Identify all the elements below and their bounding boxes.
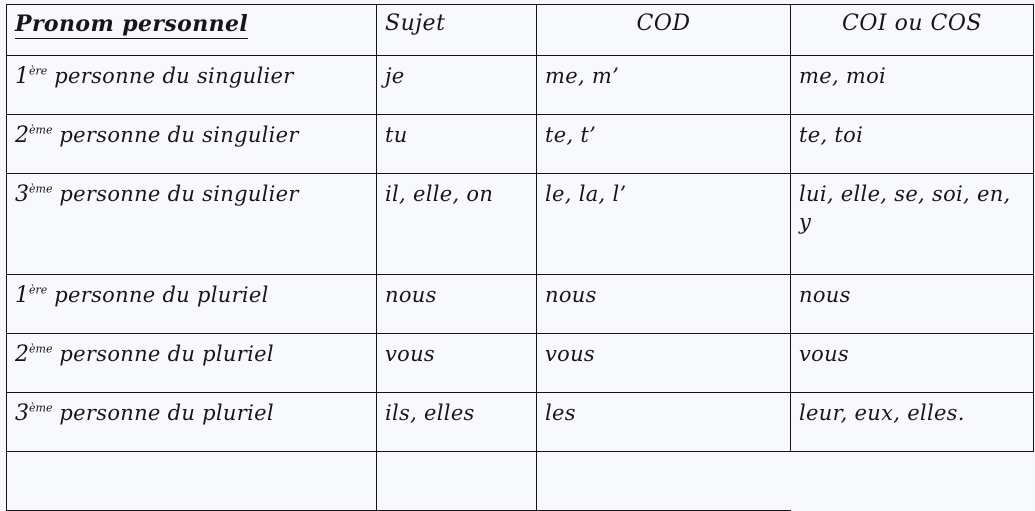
row-cod-cell [537, 452, 791, 511]
row-sujet-cell [377, 115, 537, 174]
table-row [7, 56, 1034, 115]
header-label-cod: COD [636, 11, 691, 36]
row-cod-cell [537, 174, 791, 275]
person-exponent: ère [29, 283, 48, 297]
row-coi-cell [791, 452, 1034, 511]
coi-value: lui, elle, se, soi, en, y [799, 182, 1011, 235]
person-label [15, 342, 274, 367]
row-person-cell [7, 115, 377, 174]
person-ordinal: 3 [15, 182, 29, 207]
row-cod-cell [537, 275, 791, 334]
row-coi-cell [791, 393, 1034, 452]
coi-value: vous [799, 342, 850, 366]
row-person-cell [7, 275, 377, 334]
row-sujet-cell [377, 334, 537, 393]
row-sujet-cell [377, 452, 537, 511]
sujet-value: ils, elles [385, 401, 475, 425]
person-label [15, 123, 299, 148]
person-ordinal: 2 [15, 123, 29, 148]
row-person-cell [7, 452, 377, 511]
person-text: personne du pluriel [52, 342, 274, 366]
person-exponent: ème [29, 123, 53, 137]
header-cell-cod [537, 5, 791, 56]
row-coi-cell [791, 56, 1034, 115]
sujet-value: vous [385, 342, 436, 366]
person-exponent: ère [29, 64, 48, 78]
person-label [15, 64, 294, 89]
row-sujet-cell [377, 393, 537, 452]
person-ordinal: 1 [15, 283, 29, 308]
cod-value: me, m’ [545, 64, 620, 88]
row-coi-cell [791, 275, 1034, 334]
header-cell-pronom [7, 5, 377, 56]
person-text: personne du singulier [52, 123, 299, 147]
person-exponent: ème [29, 182, 53, 196]
row-person-cell [7, 174, 377, 275]
cod-value: le, la, l’ [545, 182, 627, 206]
sujet-value: il, elle, on [385, 182, 494, 206]
document-page [0, 4, 1035, 435]
sujet-value: nous [385, 283, 437, 307]
coi-value: te, toi [799, 123, 864, 147]
cod-value: nous [545, 283, 597, 307]
person-ordinal: 2 [15, 342, 29, 367]
table-row-empty [7, 452, 1034, 511]
row-person-cell [7, 334, 377, 393]
header-label-pronom: Pronom personnel [15, 11, 249, 37]
row-cod-cell [537, 115, 791, 174]
row-coi-cell [791, 174, 1034, 275]
sujet-value: tu [385, 123, 408, 147]
table-row [7, 275, 1034, 334]
coi-value: nous [799, 283, 851, 307]
table-header-row [7, 5, 1034, 56]
row-coi-cell [791, 334, 1034, 393]
person-ordinal: 3 [15, 401, 29, 426]
table-row [7, 115, 1034, 174]
table-row [7, 174, 1034, 275]
person-exponent: ème [29, 401, 53, 415]
header-label-coi: COI ou COS [842, 11, 982, 36]
row-cod-cell [537, 334, 791, 393]
person-text: personne du singulier [47, 64, 294, 88]
row-person-cell [7, 56, 377, 115]
row-sujet-cell [377, 56, 537, 115]
person-label [15, 182, 299, 207]
cod-value: te, t’ [545, 123, 597, 147]
person-text: personne du pluriel [47, 283, 269, 307]
sujet-value: je [385, 64, 405, 88]
coi-value: leur, eux, elles. [799, 401, 965, 425]
person-ordinal: 1 [15, 64, 29, 89]
row-sujet-cell [377, 275, 537, 334]
person-exponent: ème [29, 342, 53, 356]
cod-value: vous [545, 342, 596, 366]
row-sujet-cell [377, 174, 537, 275]
row-cod-cell [537, 56, 791, 115]
pronoun-table [6, 4, 1034, 511]
header-label-sujet: Sujet [385, 11, 446, 36]
person-text: personne du singulier [52, 182, 299, 206]
coi-value: me, moi [799, 64, 887, 88]
cod-value: les [545, 401, 576, 425]
person-label [15, 283, 269, 308]
header-cell-sujet [377, 5, 537, 56]
header-cell-coi [791, 5, 1034, 56]
person-text: personne du pluriel [52, 401, 274, 425]
table-row [7, 393, 1034, 452]
row-person-cell [7, 393, 377, 452]
person-label [15, 401, 274, 426]
table-row [7, 334, 1034, 393]
row-cod-cell [537, 393, 791, 452]
row-coi-cell [791, 115, 1034, 174]
